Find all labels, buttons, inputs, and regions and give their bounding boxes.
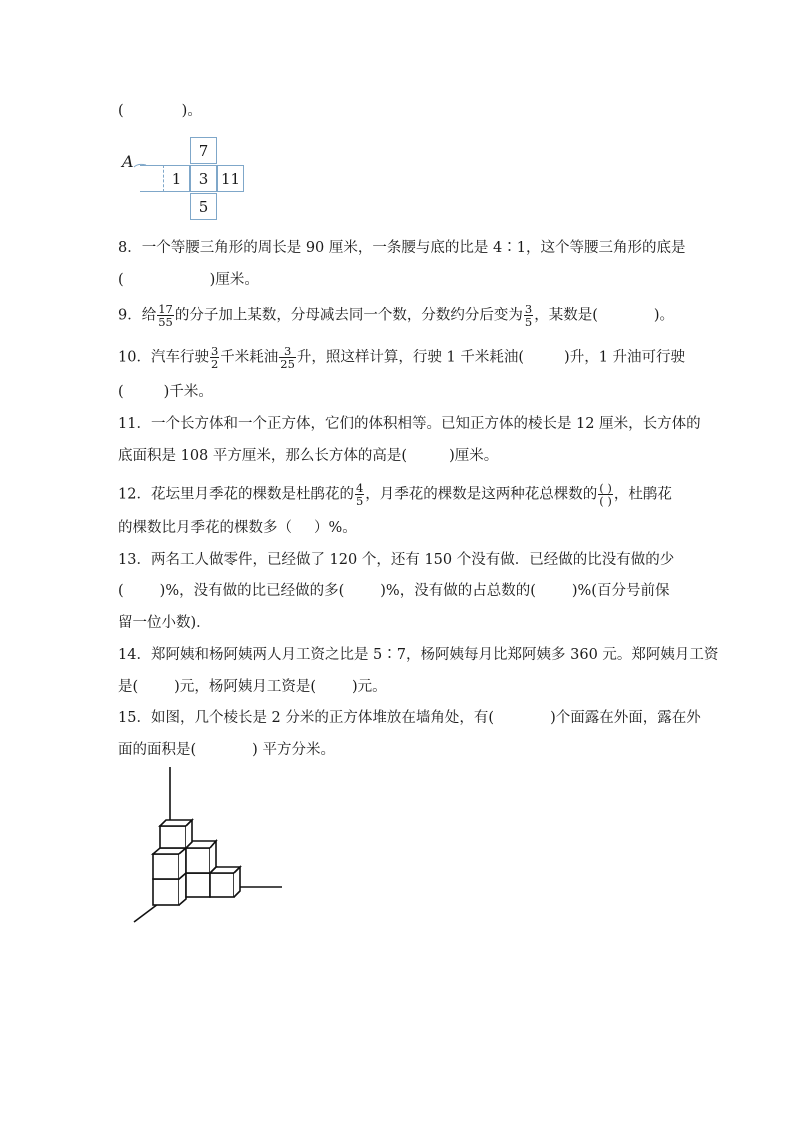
intro-answer-line: ( )。 — [118, 103, 202, 119]
question-12-line-1: 12．花坛里月季花的棵数是杜鹃花的 $\frac{4}{5}$ ，月季花的棵数是这两种花总棵数的 $\frac{( )}{( )}$ ，杜鹃花 — [118, 481, 672, 508]
cube-middle-1 — [153, 854, 179, 879]
fraction-3-5: $\frac{3}{5}$ — [524, 302, 533, 329]
question-11-line-2: 底面积是 108 平方厘米，那么长方体的高是( )厘米。 — [118, 448, 499, 464]
cube-middle-2 — [186, 848, 210, 873]
question-9: 9．给 $\frac{17}{55}$ 的分子加上某数，分母减去同一个数，分数约分后变为 $\frac{3}{5}$ ，某数是( )。 — [118, 302, 675, 329]
net-cell-right: 11 — [217, 165, 244, 192]
cube-bottom-3 — [210, 873, 234, 897]
fraction-blank-answer[interactable]: $\frac{( )}{( )}$ — [599, 481, 612, 508]
fraction-17-55: $\frac{17}{55}$ — [158, 302, 173, 329]
question-10-line-1: 10．汽车行驶 $\frac{3}{2}$ 千米耗油 $\frac{3}{25}$ 升，照这样计算，行驶 1 千米耗油( )升，1 升油可行驶 — [118, 344, 686, 371]
question-10-line-2: ( )千米。 — [118, 384, 213, 400]
net-cell-top: 7 — [190, 137, 217, 164]
question-8-line-1: 8．一个等腰三角形的周长是 90 厘米，一条腰与底的比是 4∶1，这个等腰三角形的底是 — [118, 240, 686, 256]
fraction-4-5: $\frac{4}{5}$ — [355, 481, 364, 508]
question-13-line-2: ( )%，没有做的比已经做的多( )%，没有做的占总数的( )%(百分号前保 — [118, 583, 670, 599]
net-cell-center: 3 — [190, 165, 217, 192]
net-cell-bottom: 5 — [190, 193, 217, 220]
cube-bottom-1 — [153, 879, 179, 905]
net-cell-partial — [140, 165, 163, 192]
question-8-line-2: ( )厘米。 — [118, 272, 259, 288]
question-15-line-1: 15．如图，几个棱长是 2 分米的正方体堆放在墙角处，有( )个面露在外面，露在外 — [118, 710, 701, 726]
question-13-line-1: 13．两名工人做零件，已经做了 120 个，还有 150 个没有做．已经做的比没有做的少 — [118, 552, 675, 568]
question-12-line-2: 的棵数比月季花的棵数多（ ）%。 — [118, 520, 357, 536]
cube-net-figure — [120, 137, 255, 223]
question-13-line-3: 留一位小数)． — [118, 615, 211, 631]
fraction-3-2: $\frac{3}{2}$ — [210, 344, 219, 371]
question-14-line-1: 14．郑阿姨和杨阿姨两人月工资之比是 5∶7，杨阿姨每月比郑阿姨多 360 元。郑阿姨月工资 — [118, 647, 719, 663]
question-11-line-1: 11．一个长方体和一个正方体，它们的体积相等。已知正方体的棱长是 12 厘米，长方体的 — [118, 416, 701, 432]
cube-bottom-2 — [186, 873, 210, 897]
net-label-a: A — [122, 152, 134, 171]
fraction-3-25: $\frac{3}{25}$ — [280, 344, 295, 371]
net-cell-left: 1 — [163, 165, 190, 192]
question-15-line-2: 面的面积是( ) 平方分米。 — [118, 742, 335, 758]
question-14-line-2: 是( )元，杨阿姨月工资是( )元。 — [118, 679, 387, 695]
cube-top — [160, 826, 186, 848]
stacked-cubes-figure — [130, 765, 300, 935]
